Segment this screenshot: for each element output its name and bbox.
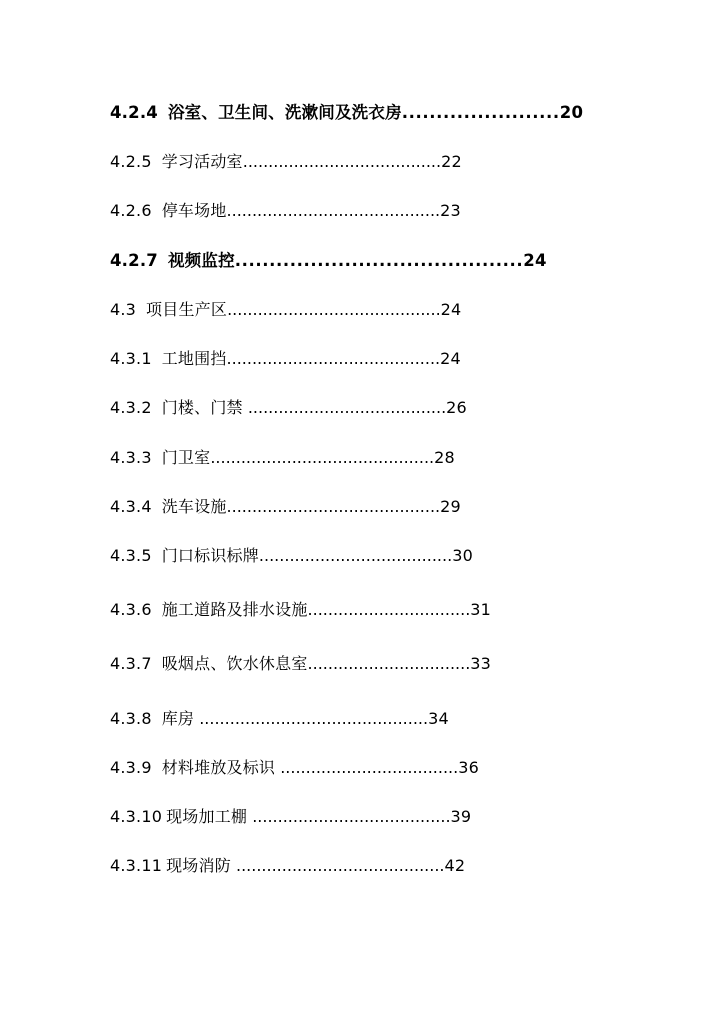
toc-entry-title: 现场消防 (166, 856, 231, 875)
toc-entry[interactable] (110, 102, 583, 124)
toc-entry[interactable] (110, 151, 462, 173)
toc-entry-leader: ................................ (307, 654, 471, 673)
toc-entry-page: 23 (440, 201, 461, 220)
toc-entry-leader: ................................... (275, 758, 459, 777)
toc-entry-leader: .......................................... (234, 251, 524, 270)
toc-entry[interactable] (110, 348, 461, 370)
toc-entry-title: 材料堆放及标识 (161, 758, 276, 777)
toc-entry-page: 33 (470, 654, 492, 673)
toc-entry-page: 26 (446, 398, 467, 417)
toc-entry-leader: .......................................... (226, 349, 441, 368)
toc-entry-number: 4.3 (110, 300, 137, 319)
toc-entry-number: 4.2.4 (110, 103, 158, 122)
toc-entry-leader: .......................................... (226, 201, 441, 220)
toc-entry-leader: .......................................... (227, 300, 441, 319)
toc-entry-title: 视频监控 (167, 251, 235, 270)
toc-entry[interactable] (110, 806, 471, 828)
toc-entry-number: 4.3.5 (110, 546, 152, 565)
toc-entry[interactable] (110, 757, 479, 779)
toc-entry[interactable] (110, 250, 547, 272)
toc-entry-title: 吸烟点、饮水休息室 (161, 654, 308, 673)
toc-entry-title: 门口标识标牌 (161, 546, 259, 565)
toc-entry-number: 4.3.2 (110, 398, 152, 417)
toc-entry-title: 工地围挡 (161, 349, 227, 368)
toc-entry-page: 24 (440, 349, 461, 368)
toc-entry-page: 31 (470, 600, 492, 619)
toc-entry-title: 现场加工棚 (166, 807, 248, 826)
toc-entry[interactable] (110, 855, 465, 877)
toc-entry-title: 学习活动室 (161, 152, 243, 171)
toc-entry-leader: ...................................... (258, 546, 453, 565)
toc-entry-page: 22 (441, 152, 462, 171)
toc-entry-title: 门卫室 (161, 448, 211, 467)
toc-entry-page: 36 (458, 758, 479, 777)
toc-entry[interactable] (110, 200, 461, 222)
toc-entry[interactable] (110, 653, 491, 675)
toc-entry-page: 24 (523, 251, 547, 270)
toc-entry-leader: ............................................ (210, 448, 435, 467)
toc-entry-number: 4.3.3 (110, 448, 152, 467)
toc-entry-page: 20 (559, 103, 584, 122)
toc-entry-number: 4.3.9 (110, 758, 152, 777)
toc-entry-page: 42 (444, 856, 466, 875)
toc-entry-page: 30 (452, 546, 473, 565)
toc-entry-title: 洗车设施 (161, 497, 227, 516)
toc-entry-leader: ................................ (307, 600, 471, 619)
toc-entry[interactable] (110, 599, 491, 621)
toc-entry-number: 4.2.7 (110, 251, 158, 270)
toc-entry[interactable] (110, 447, 455, 469)
toc-entry-page: 39 (450, 807, 472, 826)
toc-entry[interactable] (110, 397, 467, 419)
toc-entry-title: 库房 (161, 709, 195, 728)
toc-entry-page: 29 (440, 497, 461, 516)
toc-entry-number: 4.3.11 (110, 856, 163, 875)
toc-entry[interactable] (110, 299, 461, 321)
toc-entry-title: 项目生产区 (146, 300, 228, 319)
toc-entry-number: 4.2.5 (110, 152, 152, 171)
toc-entry-title: 门楼、门禁 (161, 398, 243, 417)
toc-entry[interactable] (110, 496, 461, 518)
toc-entry-number: 4.3.7 (110, 654, 152, 673)
toc-entry-number: 4.3.6 (110, 600, 152, 619)
toc-entry-number: 4.3.4 (110, 497, 152, 516)
toc-entry-number: 4.3.10 (110, 807, 163, 826)
toc-entry-leader: ....................................... (247, 807, 451, 826)
toc-entry-leader: ............................................. (194, 709, 429, 728)
toc-entry-number: 4.2.6 (110, 201, 152, 220)
toc-entry-page: 34 (428, 709, 449, 728)
toc-entry-number: 4.3.1 (110, 349, 152, 368)
toc-entry-page: 28 (434, 448, 455, 467)
toc-entry-leader: .......................................... (226, 497, 441, 516)
toc-entry-leader: ......................................... (230, 856, 445, 875)
toc-entry[interactable] (110, 708, 449, 730)
toc-entry-title: 浴室、卫生间、洗漱间及洗衣房 (167, 103, 402, 122)
toc-entry-leader: ....................... (401, 103, 560, 122)
toc-entry[interactable] (110, 545, 473, 567)
toc-entry-page: 24 (440, 300, 462, 319)
toc-entry-number: 4.3.8 (110, 709, 152, 728)
toc-entry-title: 停车场地 (161, 201, 227, 220)
toc-entry-title: 施工道路及排水设施 (161, 600, 308, 619)
toc-entry-leader: ....................................... (242, 152, 442, 171)
toc-entry-leader: ....................................... (242, 398, 447, 417)
